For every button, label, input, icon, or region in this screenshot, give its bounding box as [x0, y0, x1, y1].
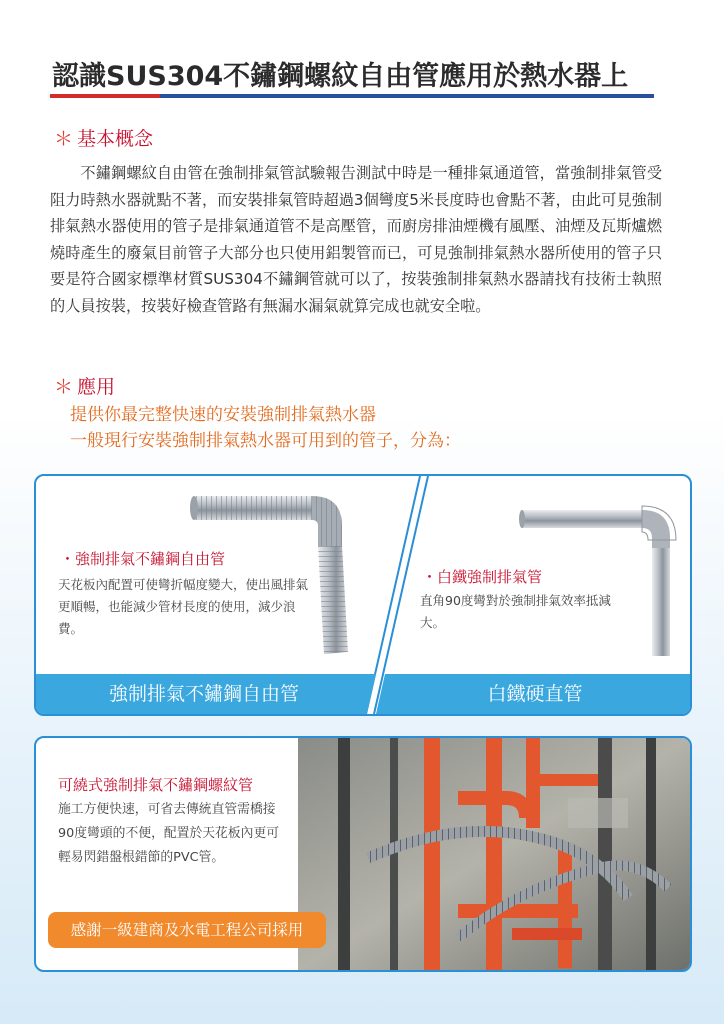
application-line-2: 一般現行安裝強制排氣熱水器可用到的管子，分為：	[70, 431, 461, 451]
application-line-1: 提供你最完整快速的安裝強制排氣熱水器	[70, 405, 376, 425]
concept-paragraph	[50, 160, 662, 320]
spiral-pipe-card	[34, 736, 692, 972]
title-underline-red	[50, 94, 160, 98]
application-heading-text: 應用	[77, 376, 116, 398]
white-iron-pipe-desc: 直角90度彎對於強制排氣效率抵減大。	[420, 593, 611, 630]
concept-heading-text: 基本概念	[77, 128, 154, 150]
application-heading	[54, 372, 115, 399]
page-title: 認識SUS304不鏽鋼螺紋自由管應用於熱水器上	[52, 61, 629, 92]
concept-heading	[54, 124, 153, 151]
title-underline	[50, 94, 654, 98]
pipe-comparison-card	[34, 474, 692, 716]
asterisk-icon: ＊	[54, 128, 74, 150]
white-iron-pipe-title: ・白鐵強制排氣管	[422, 568, 543, 586]
asterisk-icon: ＊	[54, 376, 74, 398]
white-iron-pipe-banner: 白鐵硬直管	[487, 683, 583, 705]
spiral-pipe-title: 可繞式強制排氣不鏽鋼螺紋管	[58, 776, 254, 794]
concept-paragraph-text: 不鏽鋼螺紋自由管在強制排氣管試驗報告測試中時是一種排氣通道管，當強制排氣管受阻力時熱水器就點不著，而安裝排氣管時超過3個彎度5米長度時也會點不著，由此可見強制排氣熱水器使用的管子是排氣通道管不是高壓管，而廚房排油煙機有風壓、油煙及瓦斯爐燃燒時產生的廢氣目前管子大部分也只使用鋁製管而已，可見強制排氣熱水器所使用的管子只要是符合國家標準材質SUS304不鏽鋼管就可以了，按裝強制排氣熱水器請找有技術士執照的人員按裝，按裝好檢查管路有無漏水漏氣就算完成也就安全啦。	[50, 164, 662, 315]
stainless-flex-pipe-banner: 強制排氣不鏽鋼自由管	[108, 683, 299, 705]
thanks-badge: 感謝一級建商及水電工程公司採用	[48, 912, 326, 948]
installation-photo	[298, 738, 690, 970]
title-underline-blue	[160, 94, 654, 98]
stainless-flex-pipe-title: ・強制排氣不鏽鋼自由管	[60, 550, 226, 568]
spiral-pipe-desc: 施工方便快速，可省去傳統直管需橋接90度彎頭的不便，配置於天花板內更可輕易閃錯盤根錯節的PVC管。	[58, 802, 280, 865]
stainless-flex-pipe-desc: 天花板內配置可使彎折幅度變大，使出風排氣更順暢，也能減少管材長度的使用，減少浪費。	[58, 577, 309, 636]
